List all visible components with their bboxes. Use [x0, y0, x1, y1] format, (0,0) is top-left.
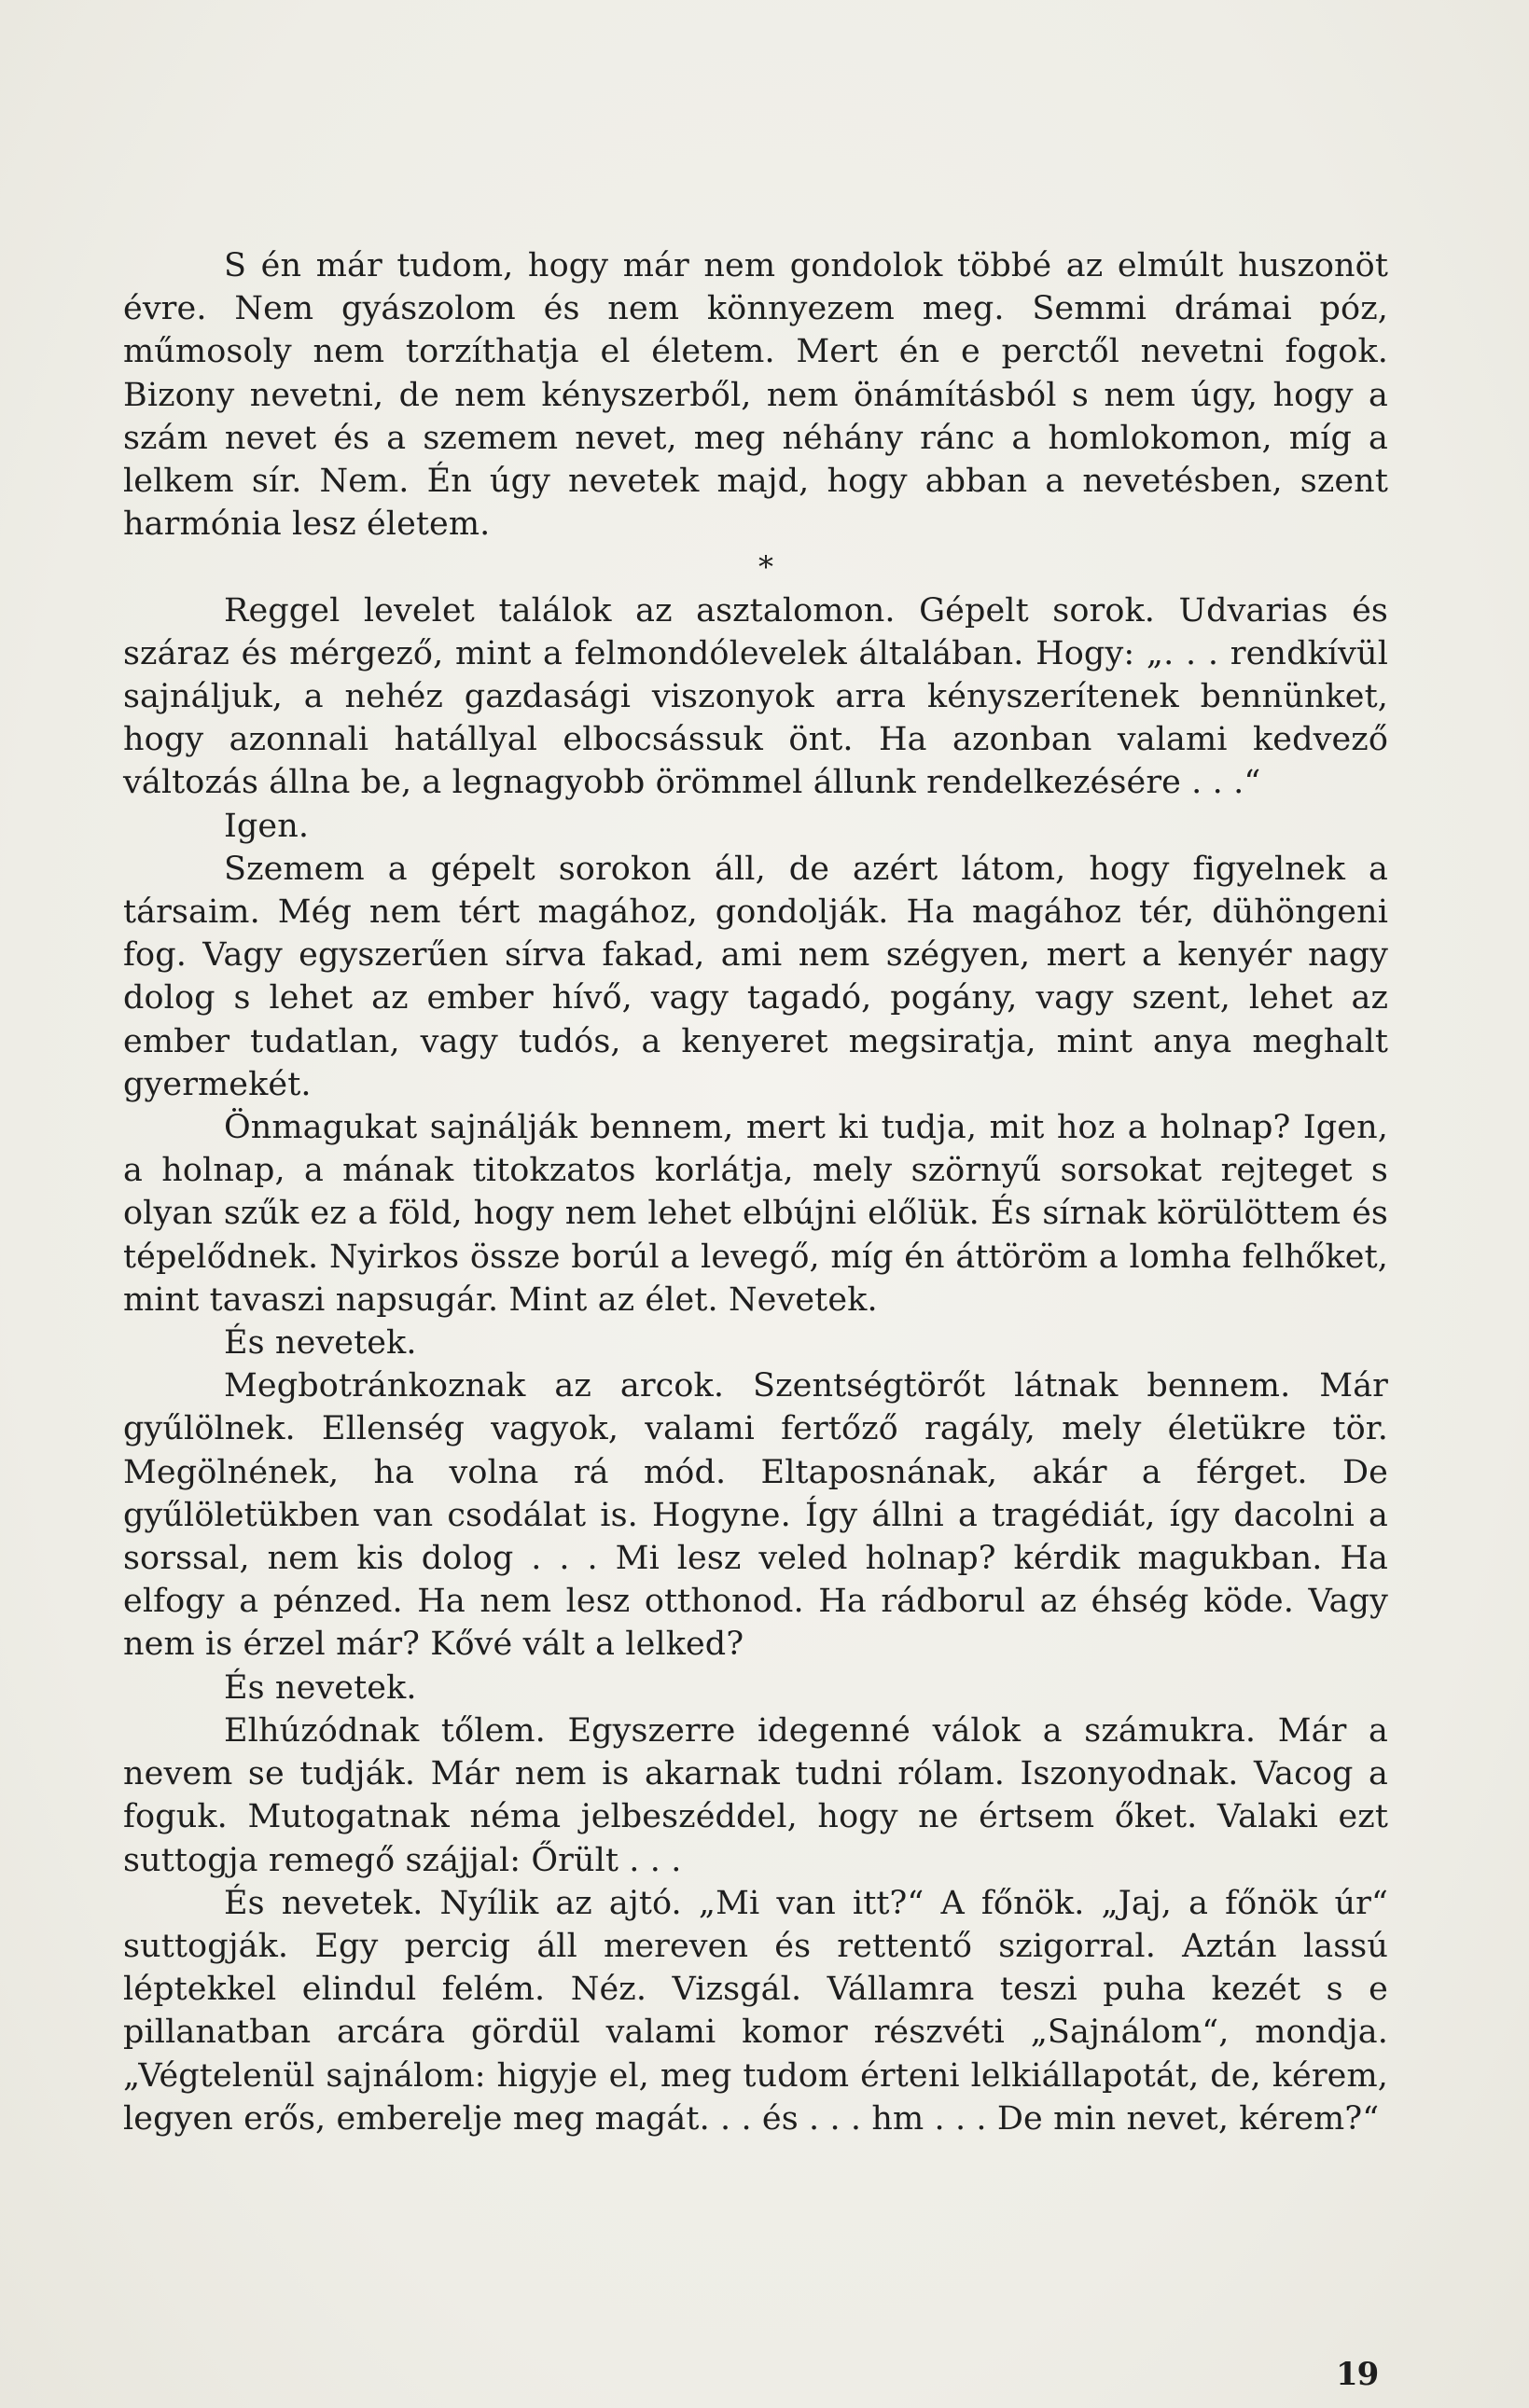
paragraph: És nevetek. — [224, 1324, 417, 1363]
paragraph: Elhúzódnak tőlem. Egyszerre idegenné válok a számukra. Már a nevem se tudják. Már nem is akarnak tudni rólam. Iszonyodnak. Vacog a foguk. Mutogatnak néma jelbeszéddel, hogy ne értsem őket. Valaki ezt suttogja remegő szájjal: Őrült . . . — [123, 1711, 1388, 1879]
paragraph: Igen. — [224, 807, 310, 845]
body-text — [123, 244, 1388, 2140]
paragraph: Szemem a gépelt sorokon áll, de azért látom, hogy figyelnek a társaim. Még nem tért magához, gondolják. Ha magához tér, dühöngeni fog. Vagy egyszerűen sírva fakad, ami nem szégyen, mert a kenyér nagy dolog s lehet az ember hívő, vagy tagadó, pogány, vagy szent, lehet az ember tudatlan, vagy tudós, a kenyeret megsiratja, mint anya meghalt gyermekét. — [123, 850, 1388, 1103]
paragraph: S én már tudom, hogy már nem gondolok többé az elmúlt huszonöt évre. Nem gyászolom és nem könnyezem meg. Semmi drámai póz, műmosoly nem torzíthatja el életem. Mert én e perctől nevetni fogok. Bizony nevetni, de nem kényszerből, nem önámításból s nem úgy, hogy a szám nevet és a szemem nevet, meg néhány ránc a homlokomon, míg a lelkem sír. Nem. Én úgy nevetek majd, hogy abban a nevetésben, szent harmónia lesz életem. — [123, 247, 1388, 544]
paragraph: Megbotránkoznak az arcok. Szentségtörőt látnak bennem. Már gyűlölnek. Ellenség vagyok, valami fertőző ragály, mely életükre tör. Megölnének, ha volna rá mód. Eltaposnának, akár a férget. De gyűlöletükben van csodálat is. Hogyne. Így állni a tragédiát, így dacolni a sorssal, nem kis dolog . . . Mi lesz veled holnap? kérdik magukban. Ha elfogy a pénzed. Ha nem lesz otthonod. Ha rádborul az éhség köde. Vagy nem is érzel már? Kővé vált a lelked? — [123, 1367, 1388, 1664]
paragraph: És nevetek. — [224, 1668, 417, 1707]
section-separator: * — [758, 549, 774, 586]
paragraph: Önmagukat sajnálják bennem, mert ki tudja, mit hoz a holnap? Igen, a holnap, a mának titokzatos korlátja, mely szörnyű sorsokat rejteget s olyan szűk ez a föld, hogy nem lehet elbújni előlük. És sírnak körülöttem és tépelődnek. Nyirkos össze borúl a levegő, míg én áttöröm a lomha felhőket, mint tavaszi napsugár. Mint az élet. Nevetek. — [123, 1109, 1388, 1319]
paragraph: És nevetek. Nyílik az ajtó. „Mi van itt?“ A főnök. „Jaj, a főnök úr“ suttogják. Egy percig áll mereven és rettentő szigorral. Aztán lassú léptekkel elindul felém. Néz. Vizsgál. Vállamra teszi puha kezét s e pillanatban arcára gördül valami komor részvéti „Sajnálom“, mondja. „Végtelenül sajnálom: higyje el, meg tudom érteni lelkiállapotát, de, kérem, legyen erős, emberelje meg magát. . . és . . . hm . . . De min nevet, kérem?“ — [123, 1884, 1388, 2138]
page-number: 19 — [1336, 2356, 1379, 2393]
paragraph: Reggel levelet találok az asztalomon. Gépelt sorok. Udvarias és száraz és mérgező, mint a felmondólevelek általában. Hogy: „. . . rendkívül sajnáljuk, a nehéz gazdasági viszonyok arra kényszerítenek bennünket, hogy azonnali hatállyal elbocsássuk önt. Ha azonban valami kedvező változás állna be, a legnagyobb örömmel állunk rendelkezésére . . .“ — [123, 591, 1388, 802]
